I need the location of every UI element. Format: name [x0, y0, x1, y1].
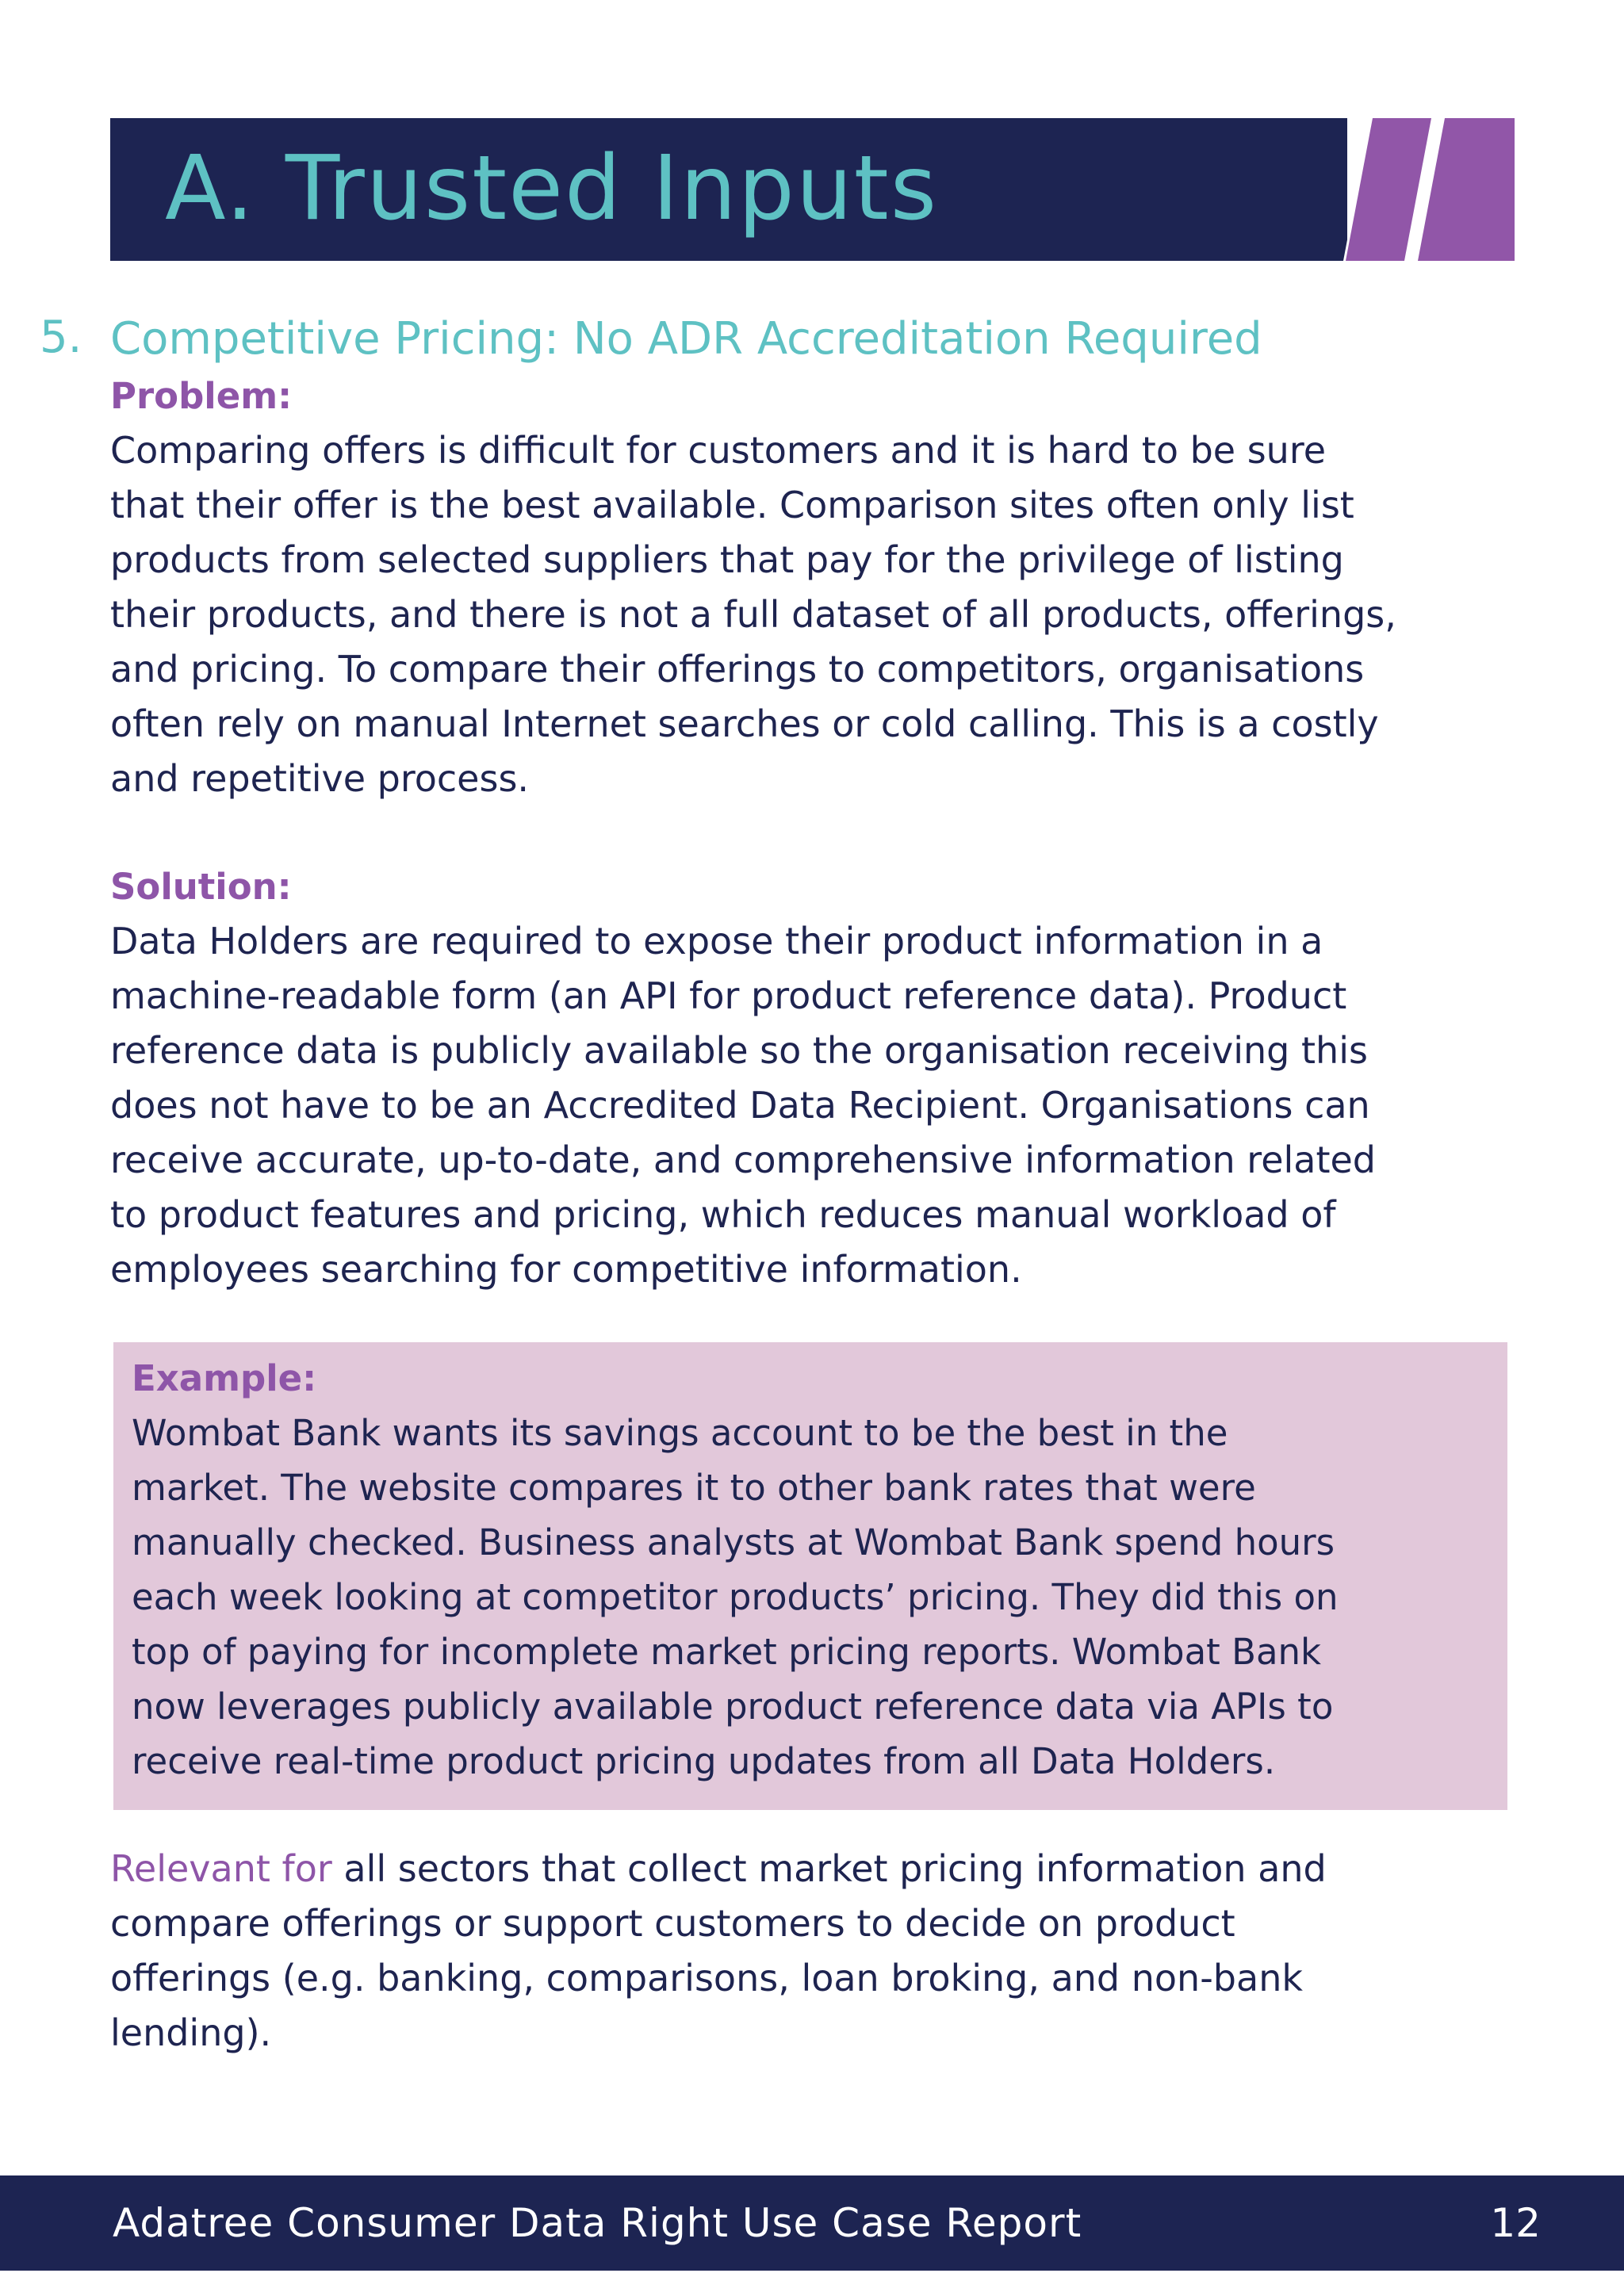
- example-line: manually checked. Business analysts at Wombat Bank spend hours: [132, 1521, 1335, 1563]
- section-number: 5.: [40, 312, 82, 363]
- solution-label: Solution:: [110, 866, 292, 908]
- example-line: each week looking at competitor products’ pricing. They did this on: [132, 1576, 1339, 1618]
- example-paragraph: [132, 1406, 1339, 1789]
- page-title: A. Trusted Inputs: [165, 137, 939, 240]
- relevant-line: compare offerings or support customers to decide on product: [110, 1902, 1235, 1945]
- solution-line: Data Holders are required to expose their product information in a: [110, 920, 1323, 962]
- solution-line: does not have to be an Accredited Data Recipient. Organisations can: [110, 1084, 1370, 1127]
- solution-line: to product features and pricing, which reduces manual workload of: [110, 1193, 1336, 1236]
- solution-line: reference data is publicly available so the organisation receiving this: [110, 1029, 1368, 1072]
- footer-report-title: Adatree Consumer Data Right Use Case Report: [113, 2200, 1082, 2246]
- relevant-paragraph: [110, 1842, 1327, 2061]
- solution-line: receive accurate, up-to-date, and comprehensive information related: [110, 1138, 1377, 1181]
- example-line: receive real-time product pricing updates from all Data Holders.: [132, 1740, 1276, 1782]
- example-line: Wombat Bank wants its savings account to be the best in the: [132, 1412, 1228, 1454]
- relevant-line: offerings (e.g. banking, comparisons, loan broking, and non-bank: [110, 1957, 1303, 1999]
- relevant-line: lending).: [110, 2011, 272, 2054]
- problem-line: and repetitive process.: [110, 757, 530, 800]
- solution-paragraph: [110, 914, 1376, 1297]
- relevant-label: Relevant for: [110, 1847, 332, 1890]
- solution-line: machine-readable form (an API for product reference data). Product: [110, 974, 1347, 1017]
- solution-line: employees searching for competitive information.: [110, 1248, 1022, 1291]
- problem-line: that their offer is the best available. Comparison sites often only list: [110, 484, 1354, 526]
- problem-line: and pricing. To compare their offerings to competitors, organisations: [110, 648, 1365, 691]
- header-purple-stripe-right: [1418, 118, 1515, 261]
- problem-line: Comparing offers is difficult for customers and it is hard to be sure: [110, 429, 1327, 472]
- example-line: market. The website compares it to other bank rates that were: [132, 1467, 1256, 1509]
- problem-label: Problem:: [110, 375, 293, 417]
- problem-paragraph: [110, 423, 1396, 806]
- page-number: 12: [1490, 2200, 1541, 2246]
- example-line: top of paying for incomplete market pricing reports. Wombat Bank: [132, 1631, 1322, 1673]
- relevant-first-line-text: all sectors that collect market pricing information and: [331, 1847, 1327, 1890]
- relevant-first-line: [110, 1842, 1327, 1896]
- section-title: Competitive Pricing: No ADR Accreditation Required: [110, 313, 1262, 365]
- problem-line: often rely on manual Internet searches or cold calling. This is a costly: [110, 702, 1379, 745]
- problem-line: their products, and there is not a full dataset of all products, offerings,: [110, 593, 1396, 636]
- example-label: Example:: [132, 1357, 317, 1399]
- problem-line: products from selected suppliers that pay for the privilege of listing: [110, 538, 1344, 581]
- example-line: now leverages publicly available product reference data via APIs to: [132, 1686, 1334, 1728]
